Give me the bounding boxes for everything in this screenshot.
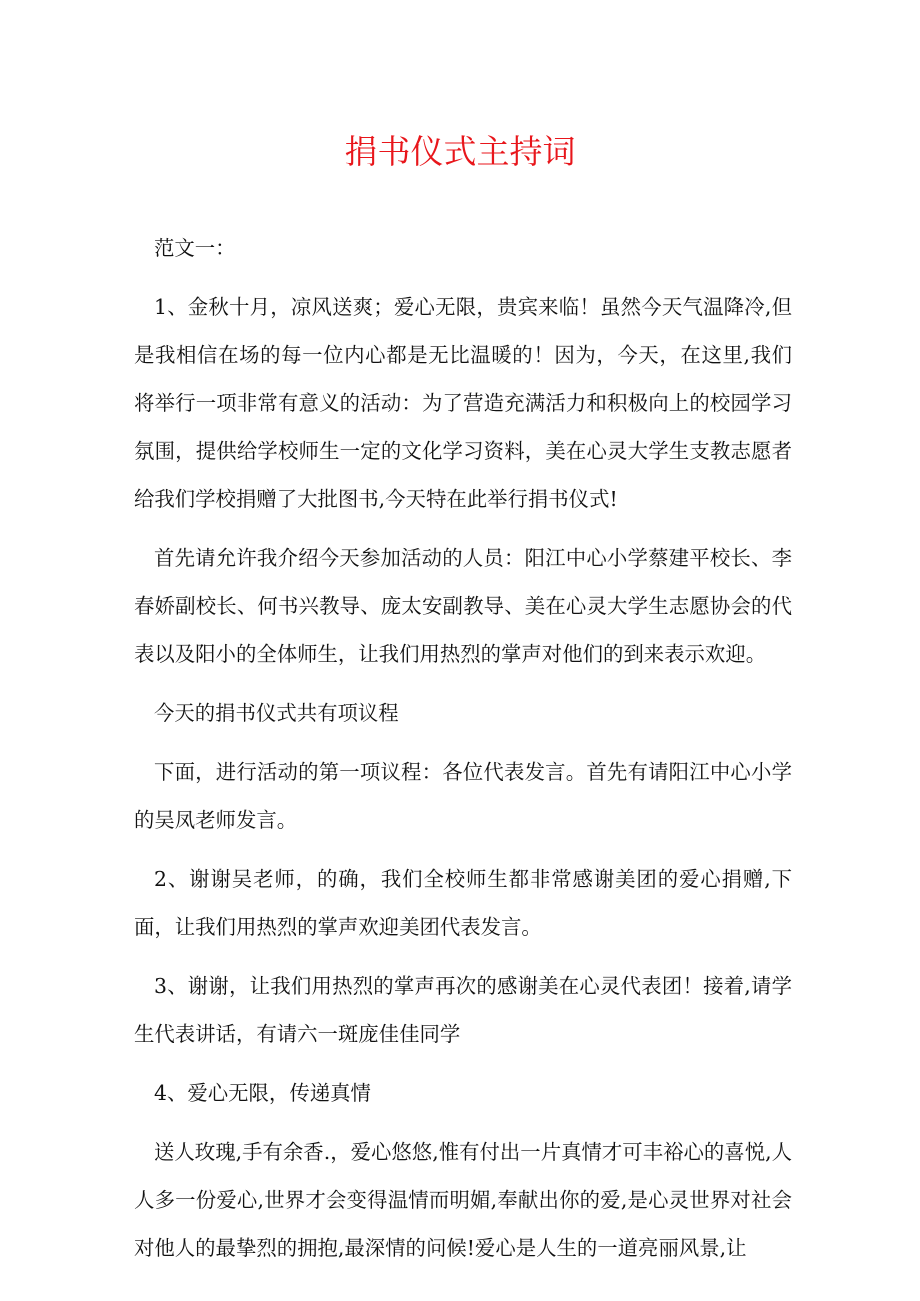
document-title: 捐书仪式主持词	[344, 132, 576, 171]
document-body	[134, 224, 792, 1283]
paragraph-5: 送人玫瑰,手有余香.，爱心悠悠,惟有付出一片真情才可丰裕心的喜悦,人人多一份爱心,世界才会变得温情而明媚,奉献出你的爱,是心灵世界对社会对他人的最挚烈的拥抱,最深情的问候!爱心是人生的一道亮丽风景,让	[134, 1140, 792, 1260]
paragraph-2: 2、谢谢吴老师，的确，我们全校师生都非常感谢美团的爱心捐赠,下面，让我们用热烈的掌声欢迎美团代表发言。	[134, 867, 792, 939]
paragraph-first-item: 下面，进行活动的第一项议程：各位代表发言。首先有请阳江中心小学的吴凤老师发言。	[134, 760, 792, 832]
paragraph-introduction: 首先请允许我介绍今天参加活动的人员：阳江中心小学蔡建平校长、李春娇副校长、何书兴教导、庞太安副教导、美在心灵大学生志愿协会的代表以及阳小的全体师生，让我们用热烈的掌声对他们的到来表示欢迎。	[134, 546, 792, 666]
paragraph-4: 4、爱心无限，传递真情	[154, 1081, 371, 1105]
paragraph-agenda: 今天的捐书仪式共有项议程	[154, 701, 399, 725]
paragraph-sample-heading: 范文一：	[154, 236, 236, 260]
paragraph-1: 1、金秋十月，凉风送爽；爱心无限，贵宾来临！虽然今天气温降冷,但是我相信在场的每一位内心都是无比温暖的！因为，今天，在这里,我们将举行一项非常有意义的活动：为了营造充满活力和积极向上的校园学习氛围，提供给学校师生一定的文化学习资料，美在心灵大学生支教志愿者给我们学校捐赠了大批图书,今天特在此举行捐书仪式!	[134, 295, 792, 511]
paragraph-3: 3、谢谢，让我们用热烈的掌声再次的感谢美在心灵代表团！接着,请学生代表讲话，有请六一斑庞佳佳同学	[134, 974, 792, 1046]
